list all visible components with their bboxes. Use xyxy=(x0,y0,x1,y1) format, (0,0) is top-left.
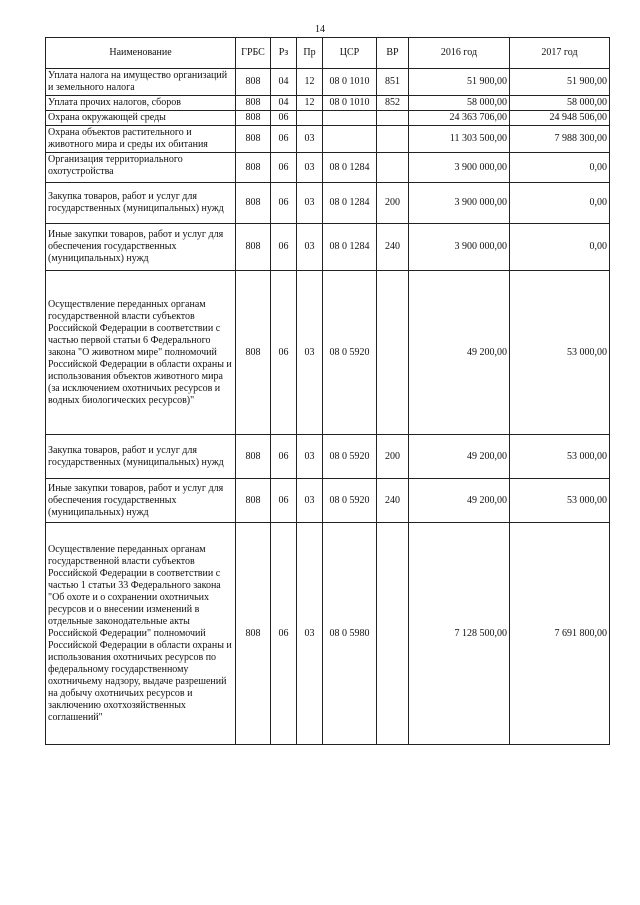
cell-pr: 03 xyxy=(297,271,323,435)
cell-2017: 0,00 xyxy=(510,153,610,183)
cell-2017: 0,00 xyxy=(510,183,610,224)
table-row xyxy=(46,183,610,224)
table-row xyxy=(46,96,610,111)
cell-csr xyxy=(323,126,377,153)
cell-csr: 08 0 1010 xyxy=(323,96,377,111)
cell-csr: 08 0 1284 xyxy=(323,224,377,271)
table-row xyxy=(46,523,610,745)
cell-2016: 3 900 000,00 xyxy=(409,183,510,224)
cell-2016: 49 200,00 xyxy=(409,435,510,479)
cell-rz: 06 xyxy=(271,126,297,153)
cell-rz: 04 xyxy=(271,96,297,111)
cell-2016: 49 200,00 xyxy=(409,479,510,523)
cell-vr: 240 xyxy=(377,479,409,523)
header-name: Наименование xyxy=(46,38,236,69)
cell-rz: 04 xyxy=(271,69,297,96)
cell-vr xyxy=(377,271,409,435)
cell-2017: 53 000,00 xyxy=(510,479,610,523)
cell-csr xyxy=(323,111,377,126)
table-row xyxy=(46,224,610,271)
cell-csr: 08 0 5980 xyxy=(323,523,377,745)
cell-pr: 03 xyxy=(297,183,323,224)
cell-vr xyxy=(377,523,409,745)
cell-2017: 7 691 800,00 xyxy=(510,523,610,745)
cell-pr: 03 xyxy=(297,153,323,183)
cell-2017: 53 000,00 xyxy=(510,271,610,435)
cell-pr: 03 xyxy=(297,126,323,153)
cell-name: Осуществление переданных органам государственной власти субъектов Российской Федерации в соответствии с частью первой статьи 6 Федерального закона "О животном мире" полномочий Российской Федерации в области охраны и использования объектов животного мира (за исключением охотничьих ресурсов и водных биологических ресурсов)" xyxy=(46,271,236,435)
cell-2016: 3 900 000,00 xyxy=(409,224,510,271)
cell-grbs: 808 xyxy=(236,183,271,224)
cell-pr xyxy=(297,111,323,126)
header-row xyxy=(46,38,610,69)
table-body xyxy=(46,69,610,745)
cell-grbs: 808 xyxy=(236,479,271,523)
cell-2016: 3 900 000,00 xyxy=(409,153,510,183)
cell-name: Закупка товаров, работ и услуг для государственных (муниципальных) нужд xyxy=(46,183,236,224)
header-vr: ВР xyxy=(377,38,409,69)
budget-table xyxy=(45,37,610,745)
page-number: 14 xyxy=(315,24,325,35)
cell-vr: 851 xyxy=(377,69,409,96)
cell-vr: 200 xyxy=(377,435,409,479)
cell-rz: 06 xyxy=(271,111,297,126)
cell-rz: 06 xyxy=(271,224,297,271)
cell-vr xyxy=(377,153,409,183)
header-pr: Пр xyxy=(297,38,323,69)
cell-vr: 852 xyxy=(377,96,409,111)
cell-rz: 06 xyxy=(271,435,297,479)
cell-name: Охрана окружающей среды xyxy=(46,111,236,126)
cell-rz: 06 xyxy=(271,479,297,523)
cell-name: Осуществление переданных органам государственной власти субъектов Российской Федерации в соответствии с частью 1 статьи 33 Федерального закона "Об охоте и о сохранении охотничьих ресурсов и о внесении изменений в отдельные законодательные акты Российской Федерации" полномочий Российской Федерации в области охраны и использования охотничьих ресурсов по федеральному государственному охотничьему надзору, выдаче разрешений на добычу охотничьих ресурсов и заключению охотхозяйственных соглашений" xyxy=(46,523,236,745)
table-row xyxy=(46,69,610,96)
cell-name: Закупка товаров, работ и услуг для государственных (муниципальных) нужд xyxy=(46,435,236,479)
cell-2017: 51 900,00 xyxy=(510,69,610,96)
header-csr: ЦСР xyxy=(323,38,377,69)
cell-csr: 08 0 1284 xyxy=(323,153,377,183)
cell-csr: 08 0 5920 xyxy=(323,435,377,479)
header-rz: Рз xyxy=(271,38,297,69)
cell-2017: 24 948 506,00 xyxy=(510,111,610,126)
cell-name: Иные закупки товаров, работ и услуг для обеспечения государственных (муниципальных) нужд xyxy=(46,479,236,523)
cell-name: Иные закупки товаров, работ и услуг для обеспечения государственных (муниципальных) нужд xyxy=(46,224,236,271)
cell-2017: 53 000,00 xyxy=(510,435,610,479)
cell-2017: 7 988 300,00 xyxy=(510,126,610,153)
cell-grbs: 808 xyxy=(236,69,271,96)
cell-2016: 7 128 500,00 xyxy=(409,523,510,745)
cell-rz: 06 xyxy=(271,183,297,224)
cell-vr: 200 xyxy=(377,183,409,224)
cell-grbs: 808 xyxy=(236,523,271,745)
cell-name: Организация территориального охотустройства xyxy=(46,153,236,183)
cell-pr: 12 xyxy=(297,96,323,111)
cell-csr: 08 0 1010 xyxy=(323,69,377,96)
cell-pr: 03 xyxy=(297,224,323,271)
cell-csr: 08 0 1284 xyxy=(323,183,377,224)
header-2017: 2017 год xyxy=(510,38,610,69)
table-row xyxy=(46,479,610,523)
cell-rz: 06 xyxy=(271,523,297,745)
cell-pr: 03 xyxy=(297,435,323,479)
cell-vr xyxy=(377,111,409,126)
cell-rz: 06 xyxy=(271,153,297,183)
cell-grbs: 808 xyxy=(236,153,271,183)
cell-pr: 12 xyxy=(297,69,323,96)
header-grbs: ГРБС xyxy=(236,38,271,69)
cell-grbs: 808 xyxy=(236,96,271,111)
cell-grbs: 808 xyxy=(236,435,271,479)
cell-2016: 24 363 706,00 xyxy=(409,111,510,126)
table-row xyxy=(46,435,610,479)
cell-rz: 06 xyxy=(271,271,297,435)
cell-grbs: 808 xyxy=(236,126,271,153)
cell-name: Охрана объектов растительного и животного мира и среды их обитания xyxy=(46,126,236,153)
cell-csr: 08 0 5920 xyxy=(323,271,377,435)
cell-name: Уплата прочих налогов, сборов xyxy=(46,96,236,111)
cell-2017: 58 000,00 xyxy=(510,96,610,111)
header-2016: 2016 год xyxy=(409,38,510,69)
cell-pr: 03 xyxy=(297,479,323,523)
table-row xyxy=(46,126,610,153)
cell-grbs: 808 xyxy=(236,271,271,435)
table-row xyxy=(46,271,610,435)
cell-grbs: 808 xyxy=(236,111,271,126)
cell-vr xyxy=(377,126,409,153)
cell-csr: 08 0 5920 xyxy=(323,479,377,523)
cell-pr: 03 xyxy=(297,523,323,745)
cell-2016: 51 900,00 xyxy=(409,69,510,96)
cell-name: Уплата налога на имущество организаций и земельного налога xyxy=(46,69,236,96)
table-row xyxy=(46,111,610,126)
cell-2016: 11 303 500,00 xyxy=(409,126,510,153)
cell-2017: 0,00 xyxy=(510,224,610,271)
cell-2016: 49 200,00 xyxy=(409,271,510,435)
cell-2016: 58 000,00 xyxy=(409,96,510,111)
cell-vr: 240 xyxy=(377,224,409,271)
cell-grbs: 808 xyxy=(236,224,271,271)
table-row xyxy=(46,153,610,183)
